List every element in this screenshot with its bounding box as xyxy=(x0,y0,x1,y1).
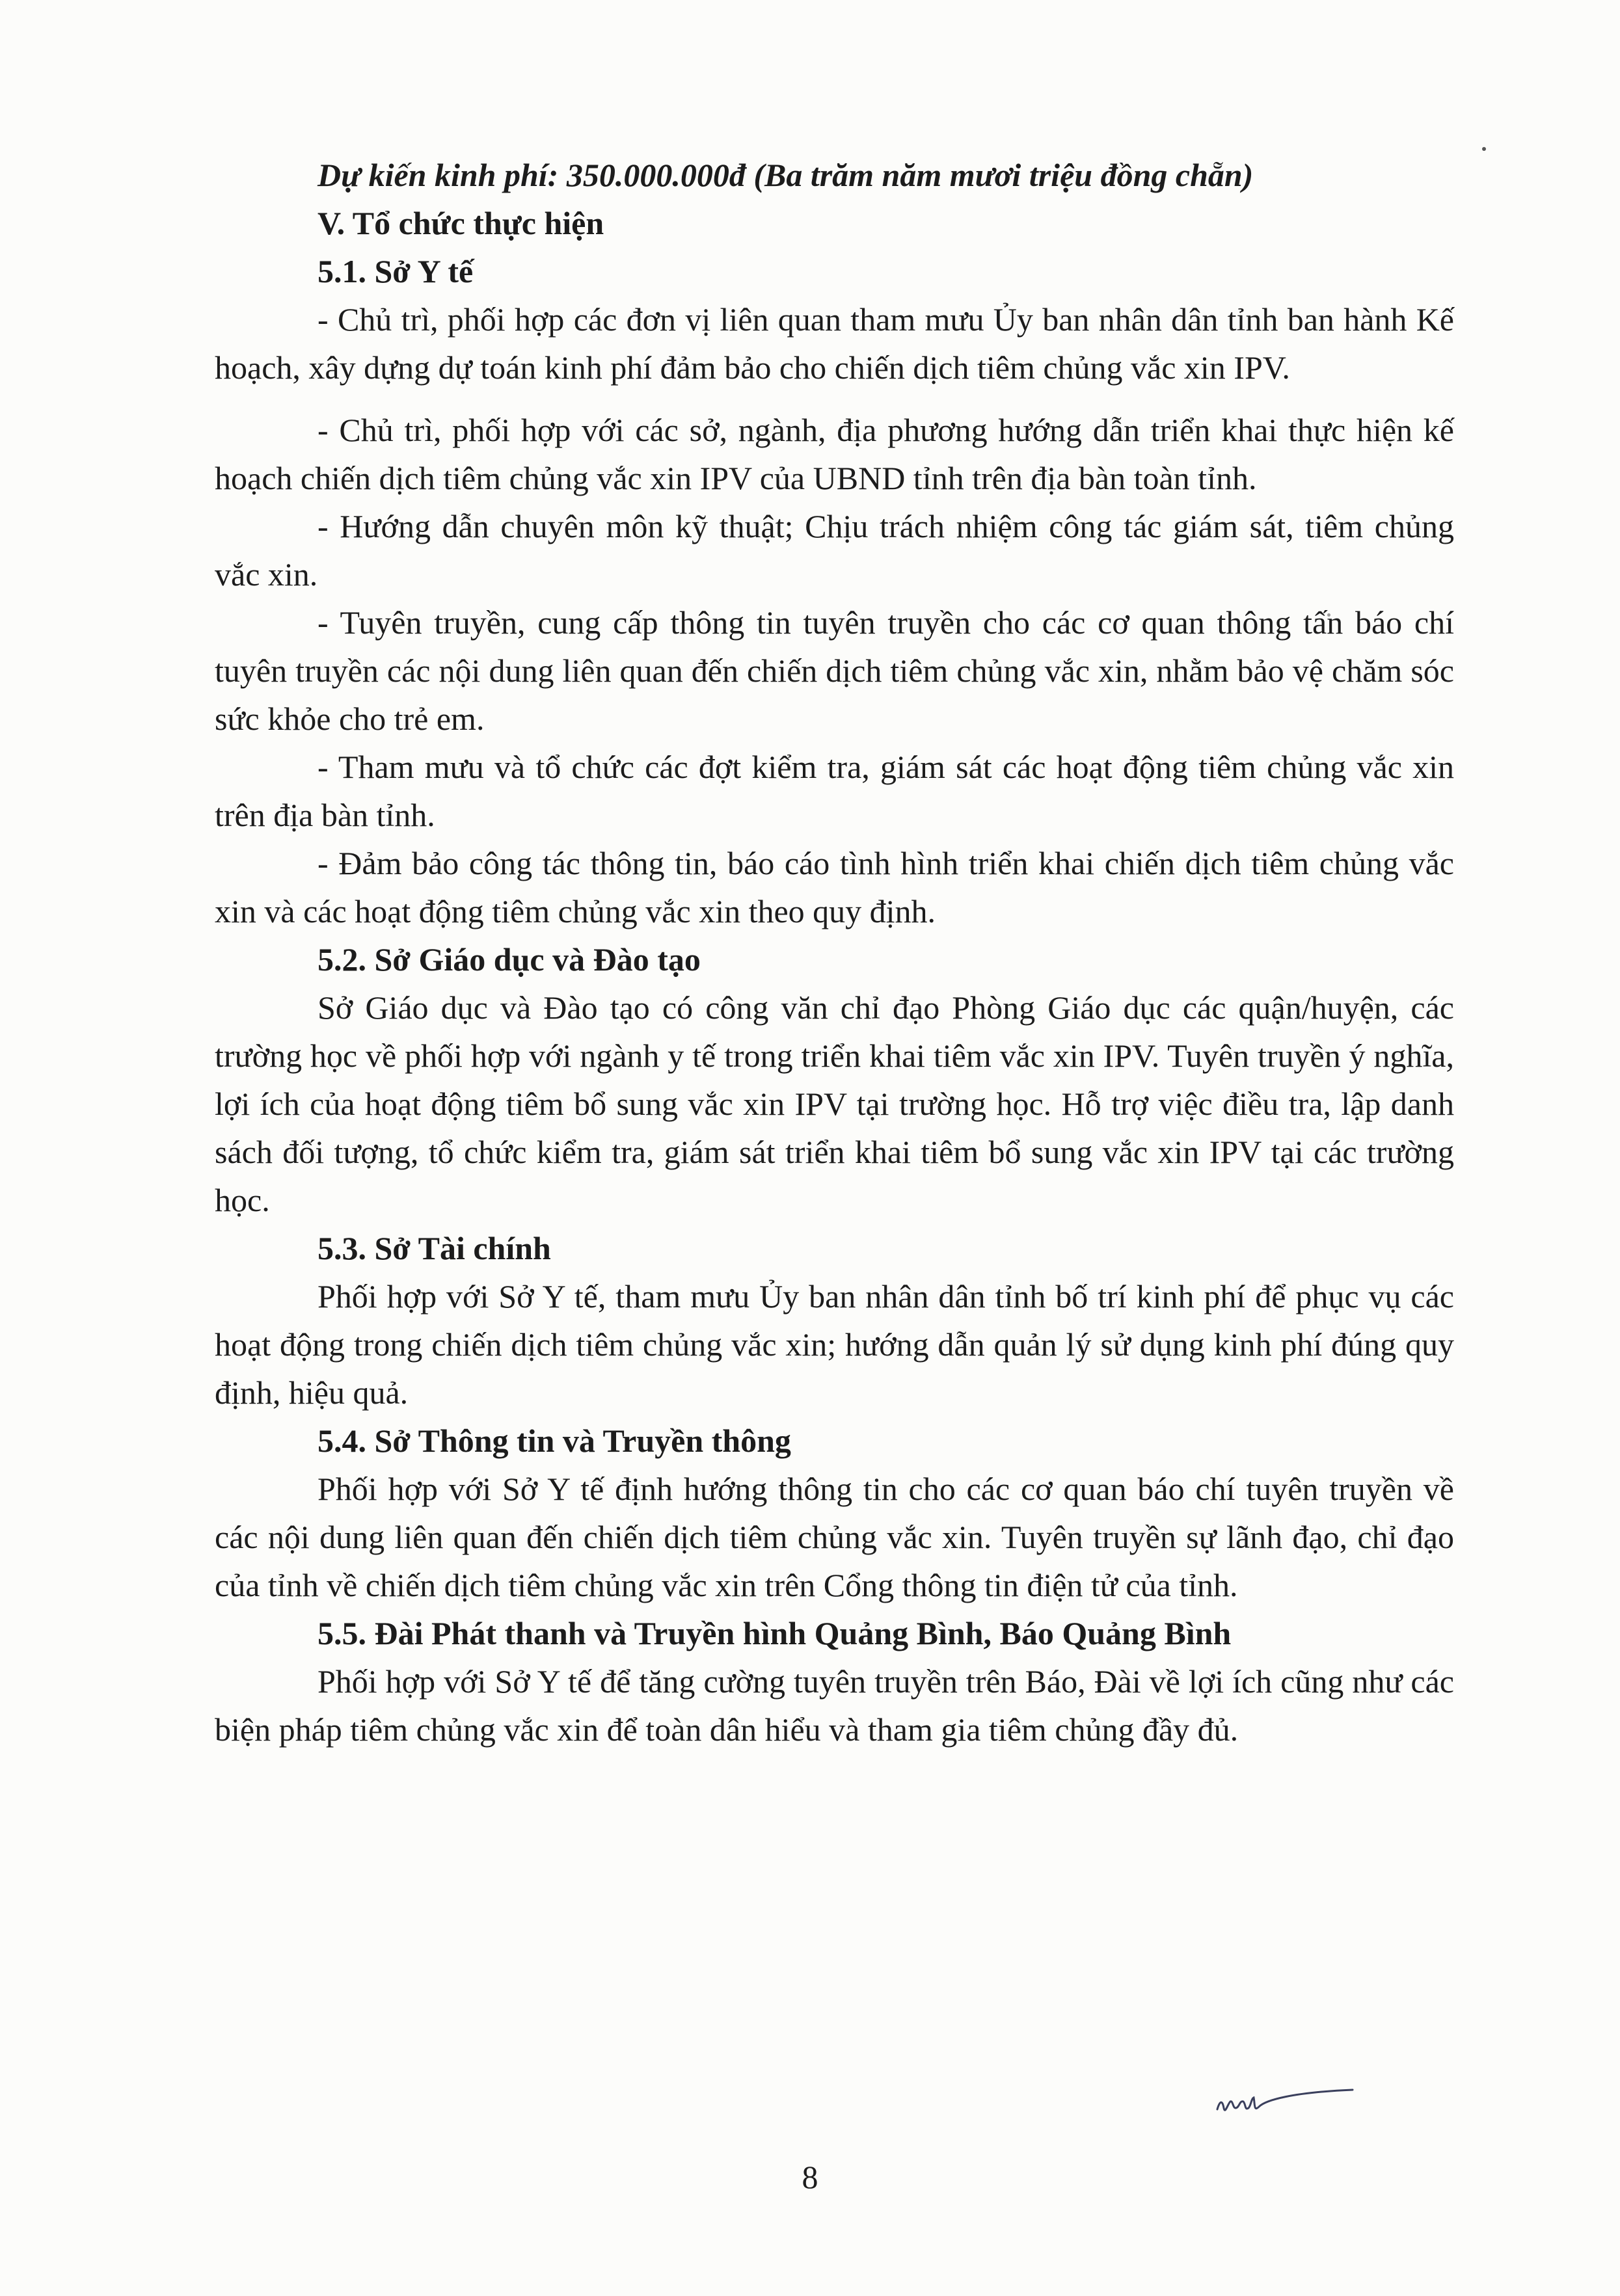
section-5-1-item: - Đảm bảo công tác thông tin, báo cáo tình hình triển khai chiến dịch tiêm chủng vắc xin và các hoạt động tiêm chủng vắc xin theo quy định. xyxy=(215,845,1454,929)
section-5-1-title: 5.1. Sở Y tế xyxy=(317,253,474,289)
section-5-5-body: Phối hợp với Sở Y tế để tăng cường tuyên truyền trên Báo, Đài về lợi ích cũng như các biện pháp tiêm chủng vắc xin để toàn dân hiểu và tham gia tiêm chủng đầy đủ. xyxy=(215,1663,1454,1748)
section-5-1-item: - Hướng dẫn chuyên môn kỹ thuật; Chịu trách nhiệm công tác giám sát, tiêm chủng vắc xin. xyxy=(215,508,1454,593)
section-v-title: V. Tổ chức thực hiện xyxy=(317,205,604,241)
section-5-1-item: - Chủ trì, phối hợp với các sở, ngành, địa phương hướng dẫn triển khai thực hiện kế hoạch chiến dịch tiêm chủng vắc xin IPV của UBND tỉnh trên địa bàn toàn tỉnh. xyxy=(215,412,1454,496)
section-5-1-item: - Tham mưu và tổ chức các đợt kiểm tra, giám sát các hoạt động tiêm chủng vắc xin trên địa bàn tỉnh. xyxy=(215,749,1454,833)
section-5-4-body: Phối hợp với Sở Y tế định hướng thông tin cho các cơ quan báo chí tuyên truyền về các nội dung liên quan đến chiến dịch tiêm chủng vắc xin. Tuyên truyền sự lãnh đạo, chỉ đạo của tỉnh về chiến dịch tiêm chủng vắc xin trên Cổng thông tin điện tử của tỉnh. xyxy=(215,1471,1454,1603)
section-5-1-item: - Chủ trì, phối hợp các đơn vị liên quan tham mưu Ủy ban nhân dân tỉnh ban hành Kế hoạch, xây dựng dự toán kinh phí đảm bảo cho chiến dịch tiêm chủng vắc xin IPV. xyxy=(215,301,1454,386)
section-5-4-title: 5.4. Sở Thông tin và Truyền thông xyxy=(317,1422,791,1459)
section-5-3-title: 5.3. Sở Tài chính xyxy=(317,1230,551,1266)
section-5-2-body: Sở Giáo dục và Đào tạo có công văn chỉ đạo Phòng Giáo dục các quận/huyện, các trường học về phối hợp với ngành y tế trong triển khai tiêm vắc xin IPV. Tuyên truyền ý nghĩa, lợi ích của hoạt động tiêm bổ sung vắc xin IPV tại trường học. Hỗ trợ việc điều tra, lập danh sách đối tượng, tổ chức kiểm tra, giám sát triển khai tiêm bổ sung vắc xin IPV tại các trường học. xyxy=(215,989,1454,1218)
page-number: 8 xyxy=(802,2159,818,2195)
section-5-1-item: - Tuyên truyền, cung cấp thông tin tuyên truyền cho các cơ quan thông tấn báo chí tuyên truyền các nội dung liên quan đến chiến dịch tiêm chủng vắc xin, nhằm bảo vệ chăm sóc sức khỏe cho trẻ em. xyxy=(215,604,1454,737)
scan-speck xyxy=(1482,147,1486,151)
document-body xyxy=(215,151,1454,1754)
section-5-2-title: 5.2. Sở Giáo dục và Đào tạo xyxy=(317,941,701,978)
section-5-5-title: 5.5. Đài Phát thanh và Truyền hình Quảng Bình, Báo Quảng Bình xyxy=(317,1615,1232,1651)
section-5-3-body: Phối hợp với Sở Y tế, tham mưu Ủy ban nhân dân tỉnh bố trí kinh phí để phục vụ các hoạt động trong chiến dịch tiêm chủng vắc xin; hướng dẫn quản lý sử dụng kinh phí đúng quy định, hiệu quả. xyxy=(215,1278,1454,1411)
initials-signature xyxy=(1213,2078,1357,2124)
budget-line: Dự kiến kinh phí: 350.000.000đ (Ba trăm năm mươi triệu đồng chẵn) xyxy=(317,157,1254,193)
